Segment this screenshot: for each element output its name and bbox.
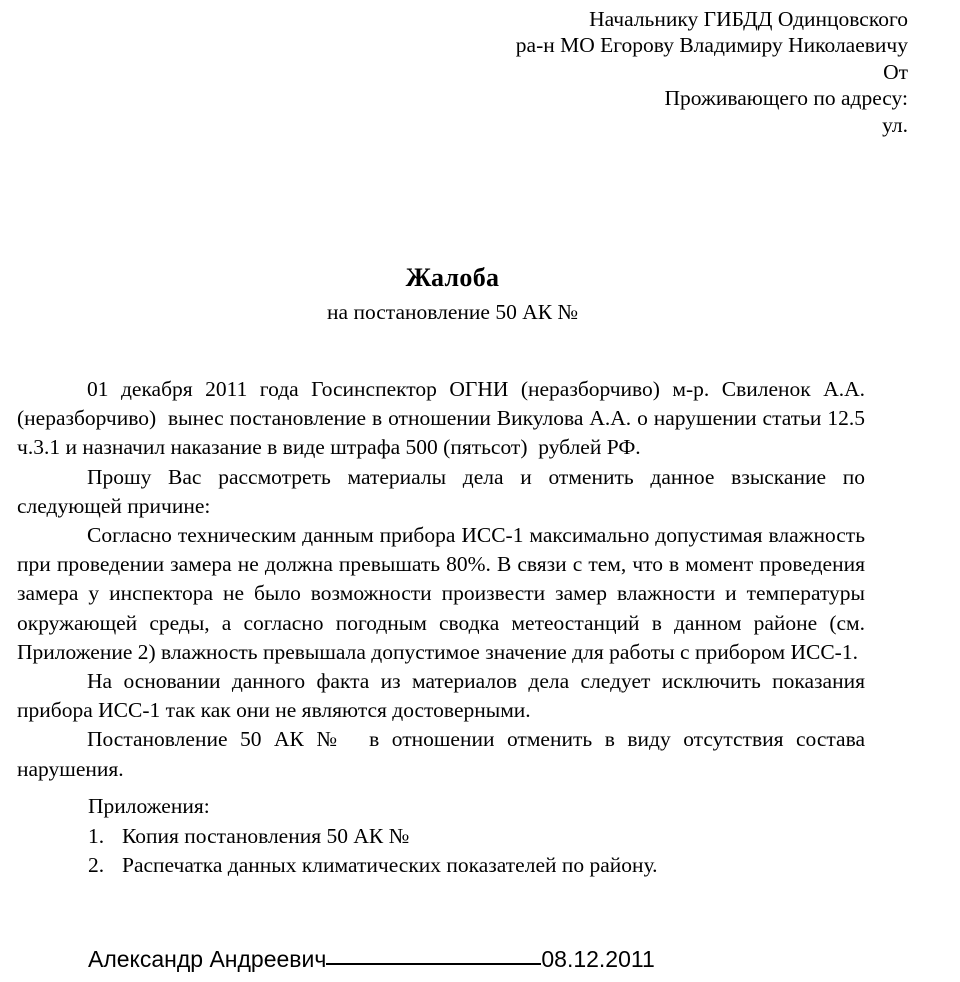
- appendix-item-number: 1.: [88, 824, 105, 849]
- signature-date: 08.12.2011: [541, 946, 655, 972]
- appendix-item-number: 2.: [88, 853, 105, 878]
- list-item: [88, 851, 868, 880]
- signature-rule: [326, 963, 541, 965]
- addressee-line-5: ул.: [882, 112, 908, 137]
- addressee-line-2: ра-н МО Егорову Владимиру Николаевичу: [515, 33, 908, 58]
- addressee-line-1: Начальнику ГИБДД Одинцовского: [589, 7, 908, 31]
- appendix-list: [88, 822, 868, 880]
- signature-line: [88, 944, 888, 974]
- addressee-line-3: От: [883, 59, 908, 84]
- body-paragraph-5: Постановление 50 АК № в отношении отменить в виду отсутствия состава нарушения.: [17, 727, 871, 781]
- body-text: [17, 375, 871, 784]
- appendix-item-text: Распечатка данных климатических показателей по району.: [122, 853, 658, 878]
- appendix-section: [88, 792, 868, 881]
- body-paragraph-4: На основании данного факта из материалов дела следует исключить показания прибора ИСС-1 так как они не являются достоверными.: [17, 669, 871, 723]
- list-item: [88, 822, 868, 851]
- body-paragraph-2: Прошу Вас рассмотреть материалы дела и отменить данное взыскание по следующей причине:: [17, 464, 871, 518]
- document-subtitle: на постановление 50 АК №: [327, 300, 578, 324]
- body-paragraph-1: 01 декабря 2011 года Госинспектор ОГНИ (неразборчиво) м-р. Свиленок А.А. (неразборчиво) вынес постановление в отношении Викулова А.А. о нарушении статьи 12.5 ч.3.1 и назначил наказание в виде штрафа 500 (пятьсот) рублей РФ.: [17, 377, 871, 460]
- appendix-item-text: Копия постановления 50 АК №: [122, 824, 410, 849]
- title-block: [0, 262, 905, 326]
- addressee-block: [360, 6, 908, 138]
- addressee-line-4: Проживающего по адресу:: [664, 86, 908, 111]
- appendix-heading: Приложения:: [88, 794, 210, 818]
- body-paragraph-3: Согласно техническим данным прибора ИСС-1 максимально допустимая влажность при проведении замера не должна превышать 80%. В связи с тем, что в момент проведения замера у инспектора не было возможности произвести замер влажности и температуры окружающей среды, а согласно погодным сводка метеостанций в данном районе (см. Приложение 2) влажность превышала допустимое значение для работы с прибором ИСС-1.: [17, 523, 871, 664]
- signature-name: Александр Андреевич: [88, 946, 327, 972]
- document-title: Жалоба: [405, 263, 500, 292]
